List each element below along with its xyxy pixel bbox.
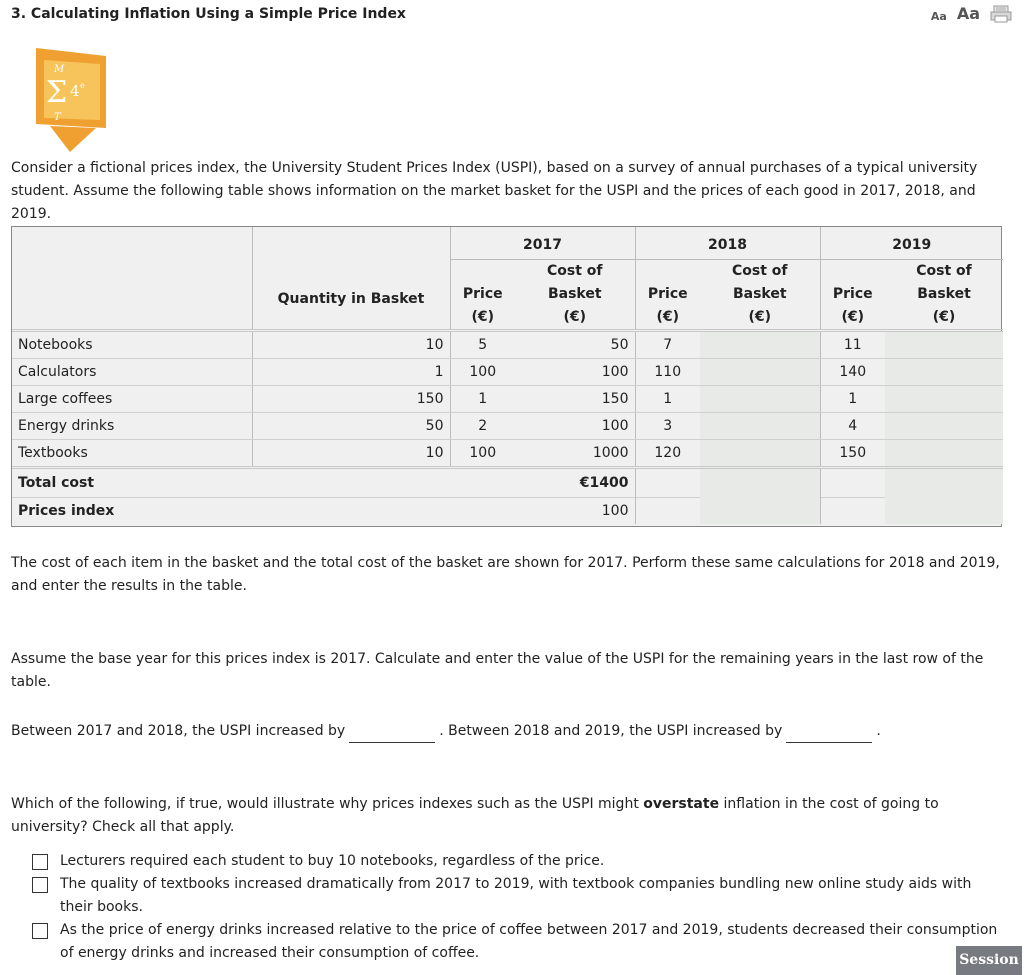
price-2017-cell: 1 bbox=[450, 386, 515, 413]
options-list bbox=[32, 850, 1002, 965]
total-quantity-empty bbox=[252, 468, 450, 498]
price-2018-header: Price (€) bbox=[635, 260, 700, 331]
prices-index-2017: 100 bbox=[515, 498, 635, 525]
price-2017-cell: 100 bbox=[450, 440, 515, 468]
item-name: Calculators bbox=[12, 359, 252, 386]
cost-2017-cell: 100 bbox=[515, 359, 635, 386]
total-cost-2019-input[interactable] bbox=[885, 472, 1003, 494]
index-price-2019-empty bbox=[820, 498, 885, 525]
cost-2018-header: Cost of Basket (€) bbox=[731, 263, 788, 325]
font-size-controls bbox=[931, 4, 1012, 23]
year-2019-header: 2019 bbox=[820, 227, 1003, 260]
increase-text-end: . bbox=[876, 723, 881, 739]
increase-font-button[interactable]: Aa bbox=[956, 4, 980, 23]
print-icon[interactable] bbox=[990, 5, 1012, 23]
cost-2018-energy-drinks-input[interactable] bbox=[700, 415, 820, 437]
price-2017-cell: 2 bbox=[450, 413, 515, 440]
prices-index-row bbox=[12, 498, 1003, 525]
total-2018-input-cell bbox=[700, 468, 820, 498]
question-text-before: Which of the following, if true, would illustrate why prices indexes such as the USPI might bbox=[11, 796, 644, 812]
index-price-2018-empty bbox=[635, 498, 700, 525]
logo-sigma: Σ bbox=[46, 75, 68, 110]
table-row bbox=[12, 413, 1003, 440]
price-2019-header: Price (€) bbox=[820, 260, 885, 331]
price-table bbox=[12, 227, 1003, 524]
cost-2019-calculators-input[interactable] bbox=[885, 361, 1003, 383]
cost-2019-input-cell bbox=[885, 440, 1003, 468]
quantity-header: Quantity in Basket bbox=[252, 227, 450, 331]
decrease-font-button[interactable]: Aa bbox=[930, 10, 947, 23]
cost-2018-textbooks-input[interactable] bbox=[700, 442, 820, 464]
quantity-cell: 10 bbox=[252, 440, 450, 468]
question-paragraph bbox=[11, 793, 1016, 839]
cost-2018-large-coffees-input[interactable] bbox=[700, 388, 820, 410]
quantity-cell: 1 bbox=[252, 359, 450, 386]
cost-2019-energy-drinks-input[interactable] bbox=[885, 415, 1003, 437]
cost-2019-input-cell bbox=[885, 386, 1003, 413]
index-2019-input-cell bbox=[885, 498, 1003, 525]
table-row bbox=[12, 331, 1003, 359]
total-2019-input-cell bbox=[885, 468, 1003, 498]
price-2018-cell: 1 bbox=[635, 386, 700, 413]
cost-2017-cell: 1000 bbox=[515, 440, 635, 468]
prices-index-2019-input[interactable] bbox=[885, 500, 1003, 522]
logo-text-bottom: T bbox=[54, 112, 61, 123]
total-cost-row bbox=[12, 468, 1003, 498]
option-label: As the price of energy drinks increased relative to the price of coffee between 2017 and 2019, students decreased their consumption of energy drinks and increased their consumption of coffee. bbox=[60, 922, 998, 961]
price-2018-cell: 7 bbox=[635, 331, 700, 359]
price-2019-cell: 4 bbox=[820, 413, 885, 440]
cost-2017-cell: 100 bbox=[515, 413, 635, 440]
price-2018-cell: 120 bbox=[635, 440, 700, 468]
quantity-cell: 10 bbox=[252, 331, 450, 359]
total-cost-2017: €1400 bbox=[515, 468, 635, 498]
option-item[interactable] bbox=[32, 850, 1002, 873]
cost-2018-input-cell bbox=[700, 331, 820, 359]
table-row bbox=[12, 440, 1003, 468]
index-price-empty bbox=[450, 498, 515, 525]
option-checkbox[interactable] bbox=[32, 923, 48, 939]
cost-2019-large-coffees-input[interactable] bbox=[885, 388, 1003, 410]
increase-text-2: . Between 2018 and 2019, the USPI increased by bbox=[439, 723, 783, 739]
price-2019-cell: 1 bbox=[820, 386, 885, 413]
price-2017-cell: 5 bbox=[450, 331, 515, 359]
cost-2018-input-cell bbox=[700, 413, 820, 440]
option-checkbox[interactable] bbox=[32, 854, 48, 870]
intro-paragraph: Consider a fictional prices index, the University Student Prices Index (USPI), based on a survey of annual purchases of a typical university student. Assume the following table shows information on the market basket for the USPI and the prices of each good in 2017, 2018, and 2019. bbox=[11, 160, 978, 222]
cost-2019-input-cell bbox=[885, 413, 1003, 440]
logo-text-exp: 4 bbox=[70, 82, 80, 100]
increase-text-1: Between 2017 and 2018, the USPI increased by bbox=[11, 723, 346, 739]
total-price-2018-empty bbox=[635, 468, 700, 498]
item-name: Large coffees bbox=[12, 386, 252, 413]
table-row bbox=[12, 359, 1003, 386]
sigma-logo-icon bbox=[36, 48, 106, 154]
cost-2018-notebooks-input[interactable] bbox=[700, 334, 820, 356]
increase-2018-2019-dropdown[interactable] bbox=[786, 726, 872, 743]
price-2018-cell: 3 bbox=[635, 413, 700, 440]
total-cost-2018-input[interactable] bbox=[700, 472, 820, 494]
option-checkbox[interactable] bbox=[32, 877, 48, 893]
year-2017-header: 2017 bbox=[450, 227, 635, 260]
index-2018-input-cell bbox=[700, 498, 820, 525]
base-year-paragraph: Assume the base year for this prices index is 2017. Calculate and enter the value of the USPI for the remaining years in the last row of the table. bbox=[11, 651, 984, 690]
cost-2017-header: Cost of Basket (€) bbox=[546, 263, 603, 325]
cost-2018-input-cell bbox=[700, 386, 820, 413]
price-2017-cell: 100 bbox=[450, 359, 515, 386]
index-quantity-empty bbox=[252, 498, 450, 525]
item-header bbox=[12, 227, 252, 331]
quantity-cell: 150 bbox=[252, 386, 450, 413]
total-price-empty bbox=[450, 468, 515, 498]
table-row bbox=[12, 386, 1003, 413]
item-name: Energy drinks bbox=[12, 413, 252, 440]
cost-2019-header: Cost of Basket (€) bbox=[916, 263, 972, 325]
cost-2019-input-cell bbox=[885, 359, 1003, 386]
cost-2018-input-cell bbox=[700, 440, 820, 468]
session-button[interactable]: Session bbox=[956, 946, 1022, 975]
cost-2018-input-cell bbox=[700, 359, 820, 386]
cost-2017-cell: 50 bbox=[515, 331, 635, 359]
cost-2019-input-cell bbox=[885, 331, 1003, 359]
logo-text-sup: e bbox=[80, 81, 85, 90]
price-2018-cell: 110 bbox=[635, 359, 700, 386]
increase-sentence bbox=[11, 720, 1016, 743]
increase-2017-2018-dropdown[interactable] bbox=[349, 726, 435, 743]
total-price-2019-empty bbox=[820, 468, 885, 498]
option-item[interactable] bbox=[32, 919, 1002, 965]
quantity-cell: 50 bbox=[252, 413, 450, 440]
item-name: Notebooks bbox=[12, 331, 252, 359]
item-name: Textbooks bbox=[12, 440, 252, 468]
price-2017-header: Price (€) bbox=[450, 260, 515, 331]
price-table-container bbox=[11, 226, 1002, 527]
price-2019-cell: 150 bbox=[820, 440, 885, 468]
cost-2017-cell: 150 bbox=[515, 386, 635, 413]
question-text-after: inflation in the cost of going to university? Check all that apply. bbox=[11, 796, 939, 835]
logo-text-top: M bbox=[54, 64, 65, 75]
cost-2019-notebooks-input[interactable] bbox=[885, 334, 1003, 356]
question-text-bold: overstate bbox=[643, 796, 720, 812]
price-2019-cell: 140 bbox=[820, 359, 885, 386]
page-title: 3. Calculating Inflation Using a Simple Price Index bbox=[11, 6, 406, 22]
prices-index-label: Prices index bbox=[12, 498, 252, 525]
cost-2018-calculators-input[interactable] bbox=[700, 361, 820, 383]
cost-2019-textbooks-input[interactable] bbox=[885, 442, 1003, 464]
total-cost-label: Total cost bbox=[12, 468, 252, 498]
option-label: Lecturers required each student to buy 10 notebooks, regardless of the price. bbox=[60, 853, 605, 869]
option-label: The quality of textbooks increased dramatically from 2017 to 2019, with textbook companies bundling new online study aids with their books. bbox=[60, 876, 972, 915]
year-2018-header: 2018 bbox=[635, 227, 820, 260]
option-item[interactable] bbox=[32, 873, 1002, 919]
price-2019-cell: 11 bbox=[820, 331, 885, 359]
cost-instructions-paragraph: The cost of each item in the basket and the total cost of the basket are shown for 2017. Perform these same calculations for 2018 and 2019, and enter the results in the table. bbox=[11, 555, 1000, 594]
prices-index-2018-input[interactable] bbox=[700, 500, 820, 522]
